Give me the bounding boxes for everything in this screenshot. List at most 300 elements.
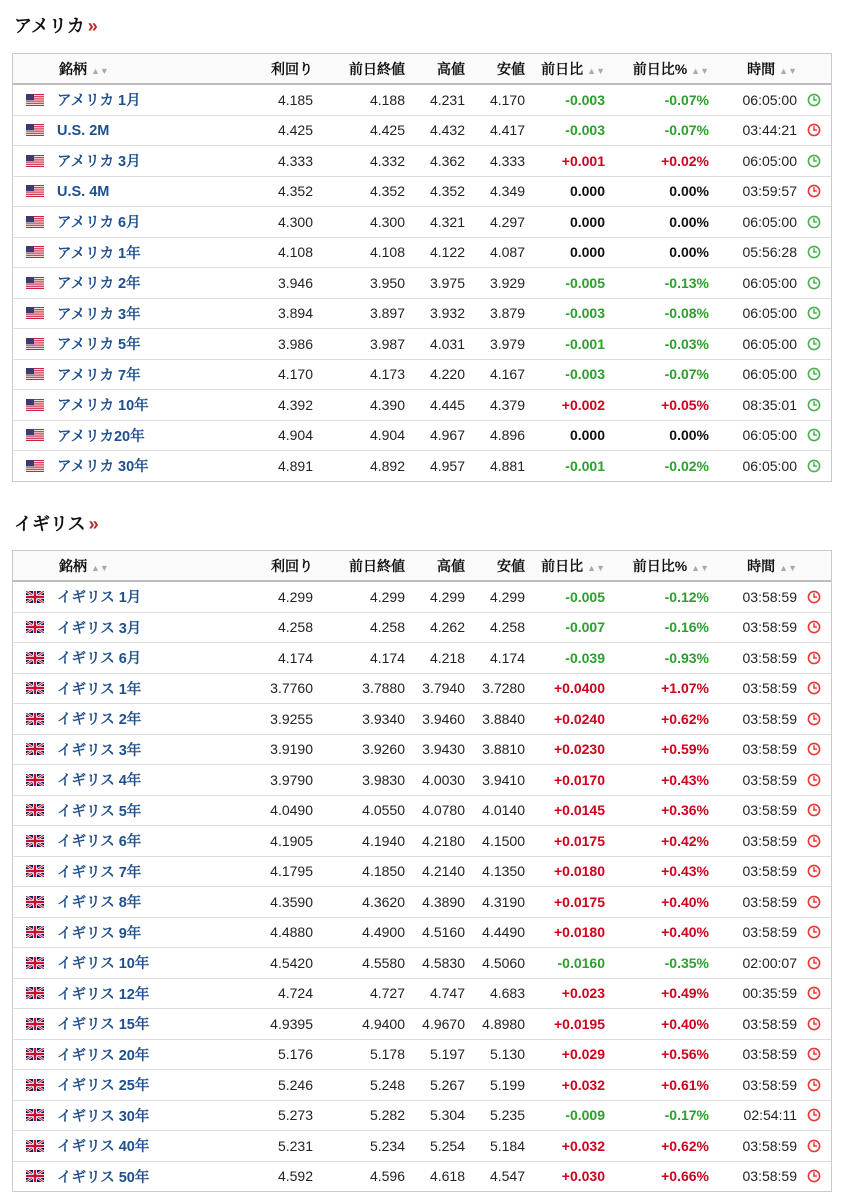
bond-name-link[interactable]: アメリカ 3年 <box>57 306 141 323</box>
change-value: 0.000 <box>569 183 605 200</box>
change-pct-value: +1.07% <box>661 680 709 697</box>
yield-value: 4.0490 <box>270 802 313 819</box>
more-arrow-icon[interactable]: » <box>88 514 99 534</box>
uk-flag-icon <box>13 591 57 603</box>
table-row <box>13 1162 831 1192</box>
time-value: 03:58:59 <box>742 741 797 758</box>
change-value: +0.032 <box>561 1076 605 1093</box>
prev-close-value: 4.108 <box>369 244 405 261</box>
us-flag-icon <box>13 246 57 258</box>
yield-value: 3.9790 <box>270 771 313 788</box>
prev-close-value: 3.9340 <box>362 710 405 727</box>
high-value: 4.9670 <box>422 1015 465 1032</box>
prev-close-value: 4.9400 <box>362 1015 405 1032</box>
prev-close-value: 4.332 <box>369 152 405 169</box>
closed-clock-icon <box>797 712 831 726</box>
change-value: -0.003 <box>565 91 605 108</box>
prev-close-value: 4.390 <box>369 396 405 413</box>
change-value: +0.002 <box>561 396 605 413</box>
change-value: 0.000 <box>569 244 605 261</box>
prev-close-value: 5.282 <box>369 1107 405 1124</box>
header-time-label: 時間 <box>747 60 776 77</box>
open-clock-icon <box>797 398 831 412</box>
time-value: 06:05:00 <box>742 274 797 291</box>
high-value: 4.352 <box>429 183 465 200</box>
high-value: 4.299 <box>429 588 465 605</box>
yield-value: 3.9255 <box>270 710 313 727</box>
yield-value: 5.176 <box>277 1046 313 1063</box>
more-arrow-icon[interactable]: » <box>87 16 98 36</box>
yield-value: 4.185 <box>277 91 313 108</box>
open-clock-icon <box>797 337 831 351</box>
yield-value: 4.174 <box>277 649 313 666</box>
high-value: 4.618 <box>429 1168 465 1185</box>
bond-name-link[interactable]: アメリカ 1年 <box>57 245 141 262</box>
table-row <box>13 613 831 644</box>
table-row <box>13 146 831 177</box>
change-value: +0.0240 <box>554 710 605 727</box>
prev-close-value: 4.596 <box>369 1168 405 1185</box>
low-value: 4.547 <box>489 1168 525 1185</box>
table-row <box>13 177 831 208</box>
high-value: 4.0030 <box>422 771 465 788</box>
time-value: 06:05:00 <box>742 457 797 474</box>
header-high[interactable] <box>405 556 465 576</box>
change-pct-value: -0.17% <box>664 1107 709 1124</box>
header-name[interactable] <box>57 59 233 79</box>
prev-close-value: 4.258 <box>369 619 405 636</box>
time-value: 06:05:00 <box>742 91 797 108</box>
prev-close-value: 4.892 <box>369 457 405 474</box>
open-clock-icon <box>797 459 831 473</box>
header-change[interactable] <box>525 556 605 576</box>
table-row <box>13 1009 831 1040</box>
bond-name-link[interactable]: U.S. 4M <box>57 183 110 200</box>
bond-name-link[interactable]: イギリス 1月 <box>57 590 142 607</box>
prev-close-value: 3.950 <box>369 274 405 291</box>
bond-name-link[interactable]: イギリス 6月 <box>57 651 142 668</box>
bond-name-link[interactable]: アメリカ20年 <box>57 428 145 445</box>
high-value: 4.445 <box>429 396 465 413</box>
bond-name-link[interactable]: アメリカ 5年 <box>57 337 141 354</box>
low-value: 3.8840 <box>482 710 525 727</box>
change-value: -0.005 <box>565 588 605 605</box>
table-row <box>13 268 831 299</box>
high-value: 3.9460 <box>422 710 465 727</box>
uk-flag-icon <box>13 682 57 694</box>
header-prev-close[interactable] <box>313 59 405 79</box>
bond-name-link[interactable]: イギリス 3年 <box>57 742 142 759</box>
prev-close-value: 5.178 <box>369 1046 405 1063</box>
change-value: +0.030 <box>561 1168 605 1185</box>
time-value: 03:58:59 <box>742 1137 797 1154</box>
change-value: +0.029 <box>561 1046 605 1063</box>
time-value: 06:05:00 <box>742 427 797 444</box>
change-pct-value: +0.61% <box>661 1076 709 1093</box>
change-pct-value: +0.40% <box>661 1015 709 1032</box>
prev-close-value: 4.173 <box>369 366 405 383</box>
change-pct-value: +0.43% <box>661 863 709 880</box>
open-clock-icon <box>797 245 831 259</box>
change-pct-value: -0.03% <box>664 335 709 352</box>
high-value: 4.2140 <box>422 863 465 880</box>
header-low[interactable] <box>465 59 525 79</box>
prev-close-value: 4.3620 <box>362 893 405 910</box>
sort-arrows-icon[interactable]: ▲▼ <box>691 65 709 76</box>
uk-flag-icon <box>13 1140 57 1152</box>
low-value: 3.929 <box>489 274 525 291</box>
low-value: 4.379 <box>489 396 525 413</box>
bond-name-link[interactable]: イギリス 20年 <box>57 1047 150 1064</box>
change-pct-value: +0.56% <box>661 1046 709 1063</box>
yield-value: 4.333 <box>277 152 313 169</box>
high-value: 4.262 <box>429 619 465 636</box>
high-value: 4.031 <box>429 335 465 352</box>
us-flag-icon <box>13 399 57 411</box>
bond-name-link[interactable]: アメリカ 30年 <box>57 459 149 476</box>
time-value: 03:58:59 <box>742 771 797 788</box>
prev-close-value: 3.9830 <box>362 771 405 788</box>
prev-close-value: 4.425 <box>369 122 405 139</box>
table-row <box>13 887 831 918</box>
closed-clock-icon <box>797 864 831 878</box>
high-value: 4.122 <box>429 244 465 261</box>
time-value: 03:58:59 <box>742 680 797 697</box>
prev-close-value: 4.300 <box>369 213 405 230</box>
bond-name-link[interactable]: イギリス 1年 <box>57 681 142 698</box>
prev-close-value: 4.188 <box>369 91 405 108</box>
time-value: 06:05:00 <box>742 335 797 352</box>
table-row <box>13 948 831 979</box>
us-flag-icon <box>13 307 57 319</box>
table-row <box>13 238 831 269</box>
table-row <box>13 85 831 116</box>
high-value: 4.220 <box>429 366 465 383</box>
prev-close-value: 5.234 <box>369 1137 405 1154</box>
open-clock-icon <box>797 154 831 168</box>
header-change[interactable] <box>525 59 605 79</box>
high-value: 3.975 <box>429 274 465 291</box>
change-value: +0.0180 <box>554 863 605 880</box>
section-title-usa[interactable] <box>14 12 98 38</box>
bond-name-link[interactable]: イギリス 12年 <box>57 986 150 1003</box>
closed-clock-icon <box>797 803 831 817</box>
table-row <box>13 451 831 481</box>
yield-value: 4.300 <box>277 213 313 230</box>
time-value: 02:54:11 <box>743 1107 797 1124</box>
uk-flag-icon <box>13 1109 57 1121</box>
sort-arrows-icon[interactable]: ▲▼ <box>691 562 709 573</box>
header-change-pct[interactable] <box>605 59 709 79</box>
low-value: 4.5060 <box>482 954 525 971</box>
change-pct-value: 0.00% <box>669 427 709 444</box>
sort-arrows-icon[interactable]: ▲▼ <box>91 562 109 573</box>
header-yield[interactable] <box>233 59 313 79</box>
change-pct-value: -0.07% <box>664 366 709 383</box>
uk-flag-icon <box>13 774 57 786</box>
bond-name-link[interactable]: アメリカ 1月 <box>57 93 141 110</box>
header-change-pct[interactable] <box>605 556 709 576</box>
header-name-label: 銘柄 <box>59 60 87 77</box>
change-pct-value: -0.12% <box>664 588 709 605</box>
header-low[interactable] <box>465 556 525 576</box>
high-value: 5.254 <box>429 1137 465 1154</box>
header-change-label: 前日比 <box>541 557 584 574</box>
change-value: +0.0230 <box>554 741 605 758</box>
low-value: 4.170 <box>489 91 525 108</box>
change-value: +0.0400 <box>554 680 605 697</box>
open-clock-icon <box>797 428 831 442</box>
us-flag-icon <box>13 460 57 472</box>
change-pct-value: 0.00% <box>669 183 709 200</box>
section-title-uk[interactable] <box>14 510 99 536</box>
uk-flag-icon <box>13 1018 57 1030</box>
table-row <box>13 857 831 888</box>
bond-name-link[interactable]: イギリス 3月 <box>57 620 142 637</box>
high-value: 4.218 <box>429 649 465 666</box>
low-value: 4.174 <box>489 649 525 666</box>
change-pct-value: -0.13% <box>664 274 709 291</box>
uk-flag-icon <box>13 713 57 725</box>
change-pct-value: +0.42% <box>661 832 709 849</box>
bond-table-uk <box>12 550 832 1192</box>
uk-flag-icon <box>13 957 57 969</box>
bond-name-link[interactable]: イギリス 2年 <box>57 712 142 729</box>
change-value: -0.001 <box>565 457 605 474</box>
section-title-text[interactable]: アメリカ <box>14 16 85 36</box>
high-value: 3.9430 <box>422 741 465 758</box>
time-value: 03:44:21 <box>742 122 797 139</box>
yield-value: 4.1905 <box>270 832 313 849</box>
yield-value: 4.258 <box>277 619 313 636</box>
time-value: 06:05:00 <box>742 305 797 322</box>
change-value: -0.039 <box>565 649 605 666</box>
sort-arrows-icon[interactable]: ▲▼ <box>587 562 605 573</box>
change-pct-value: -0.08% <box>664 305 709 322</box>
header-name[interactable] <box>57 556 233 576</box>
yield-value: 4.724 <box>277 985 313 1002</box>
change-value: +0.001 <box>561 152 605 169</box>
change-value: +0.0175 <box>554 832 605 849</box>
time-value: 00:35:59 <box>742 985 797 1002</box>
change-pct-value: +0.66% <box>661 1168 709 1185</box>
closed-clock-icon <box>797 925 831 939</box>
uk-flag-icon <box>13 987 57 999</box>
uk-flag-icon <box>13 1048 57 1060</box>
low-value: 5.235 <box>489 1107 525 1124</box>
uk-flag-icon <box>13 865 57 877</box>
us-flag-icon <box>13 185 57 197</box>
change-value: -0.007 <box>565 619 605 636</box>
header-high[interactable] <box>405 59 465 79</box>
us-flag-icon <box>13 94 57 106</box>
low-value: 4.896 <box>489 427 525 444</box>
section-title-text[interactable]: イギリス <box>14 514 86 534</box>
change-pct-value: -0.07% <box>664 122 709 139</box>
change-value: +0.032 <box>561 1137 605 1154</box>
closed-clock-icon <box>797 184 831 198</box>
header-prev-close[interactable] <box>313 556 405 576</box>
time-value: 05:56:28 <box>742 244 797 261</box>
low-value: 4.1350 <box>482 863 525 880</box>
change-pct-value: 0.00% <box>669 244 709 261</box>
low-value: 4.417 <box>489 122 525 139</box>
bond-name-link[interactable]: イギリス 25年 <box>57 1078 150 1095</box>
change-value: 0.000 <box>569 213 605 230</box>
header-change-label: 前日比 <box>541 60 584 77</box>
bond-name-link[interactable]: アメリカ 7年 <box>57 367 141 384</box>
yield-value: 4.4880 <box>270 924 313 941</box>
change-value: +0.0145 <box>554 802 605 819</box>
change-value: -0.009 <box>565 1107 605 1124</box>
high-value: 4.2180 <box>422 832 465 849</box>
yield-value: 4.299 <box>277 588 313 605</box>
change-value: 0.000 <box>569 427 605 444</box>
yield-value: 5.231 <box>277 1137 313 1154</box>
bond-name-link[interactable]: イギリス 50年 <box>57 1169 150 1186</box>
open-clock-icon <box>797 93 831 107</box>
sort-arrows-icon[interactable]: ▲▼ <box>91 65 109 76</box>
bond-name-link[interactable]: イギリス 10年 <box>57 956 150 973</box>
header-name-label: 銘柄 <box>59 557 87 574</box>
uk-flag-icon <box>13 652 57 664</box>
prev-close-value: 4.904 <box>369 427 405 444</box>
closed-clock-icon <box>797 895 831 909</box>
change-value: -0.001 <box>565 335 605 352</box>
bond-name-link[interactable]: イギリス 40年 <box>57 1139 150 1156</box>
yield-value: 4.170 <box>277 366 313 383</box>
time-value: 03:58:59 <box>742 924 797 941</box>
us-flag-icon <box>13 368 57 380</box>
closed-clock-icon <box>797 1017 831 1031</box>
change-value: -0.003 <box>565 122 605 139</box>
bond-name-link[interactable]: イギリス 15年 <box>57 1017 150 1034</box>
header-yield-label: 利回り <box>271 557 313 574</box>
table-row <box>13 704 831 735</box>
open-clock-icon <box>797 367 831 381</box>
time-value: 03:59:57 <box>742 183 797 200</box>
bond-name-link[interactable]: イギリス 9年 <box>57 925 142 942</box>
header-change-pct-label: 前日比% <box>632 557 688 574</box>
yield-value: 4.592 <box>277 1168 313 1185</box>
prev-close-value: 4.0550 <box>362 802 405 819</box>
prev-close-value: 3.987 <box>369 335 405 352</box>
high-value: 4.0780 <box>422 802 465 819</box>
time-value: 06:05:00 <box>742 213 797 230</box>
bond-name-link[interactable]: アメリカ 6月 <box>57 215 141 232</box>
closed-clock-icon <box>797 1139 831 1153</box>
high-value: 4.231 <box>429 91 465 108</box>
bond-name-link[interactable]: イギリス 30年 <box>57 1108 150 1125</box>
change-pct-value: -0.93% <box>664 649 709 666</box>
bond-table-usa <box>12 53 832 482</box>
table-row <box>13 1101 831 1132</box>
uk-flag-icon <box>13 1079 57 1091</box>
high-value: 4.5830 <box>422 954 465 971</box>
high-value: 4.432 <box>429 122 465 139</box>
low-value: 4.3190 <box>482 893 525 910</box>
sort-arrows-icon[interactable]: ▲▼ <box>587 65 605 76</box>
table-row <box>13 421 831 452</box>
bond-name-link[interactable]: イギリス 4年 <box>57 773 142 790</box>
us-flag-icon <box>13 277 57 289</box>
closed-clock-icon <box>797 986 831 1000</box>
change-value: -0.0160 <box>557 954 605 971</box>
closed-clock-icon <box>797 1047 831 1061</box>
sort-arrows-icon[interactable]: ▲▼ <box>779 562 797 573</box>
bond-name-link[interactable]: アメリカ 10年 <box>57 398 149 415</box>
yield-value: 3.7760 <box>270 680 313 697</box>
closed-clock-icon <box>797 956 831 970</box>
low-value: 4.8980 <box>482 1015 525 1032</box>
bond-name-link[interactable]: イギリス 6年 <box>57 834 142 851</box>
yield-value: 4.9395 <box>270 1015 313 1032</box>
bond-name-link[interactable]: イギリス 7年 <box>57 864 142 881</box>
high-value: 3.7940 <box>422 680 465 697</box>
high-value: 4.957 <box>429 457 465 474</box>
bond-name-link[interactable]: イギリス 5年 <box>57 803 142 820</box>
bond-name-link[interactable]: U.S. 2M <box>57 122 110 139</box>
header-high-label: 高値 <box>437 60 465 77</box>
closed-clock-icon <box>797 620 831 634</box>
time-value: 03:58:59 <box>742 619 797 636</box>
low-value: 4.333 <box>489 152 525 169</box>
closed-clock-icon <box>797 1169 831 1183</box>
header-yield[interactable] <box>233 556 313 576</box>
bond-name-link[interactable]: イギリス 8年 <box>57 895 142 912</box>
bond-name-link[interactable]: アメリカ 2年 <box>57 276 141 293</box>
yield-value: 4.891 <box>277 457 313 474</box>
high-value: 4.747 <box>429 985 465 1002</box>
prev-close-value: 3.7880 <box>362 680 405 697</box>
header-yield-label: 利回り <box>271 60 313 77</box>
closed-clock-icon <box>797 742 831 756</box>
prev-close-value: 4.1940 <box>362 832 405 849</box>
low-value: 4.1500 <box>482 832 525 849</box>
change-pct-value: -0.07% <box>664 91 709 108</box>
bond-name-link[interactable]: アメリカ 3月 <box>57 154 141 171</box>
table-row <box>13 207 831 238</box>
time-value: 06:05:00 <box>742 152 797 169</box>
change-pct-value: -0.02% <box>664 457 709 474</box>
table-row <box>13 360 831 391</box>
uk-flag-icon <box>13 926 57 938</box>
us-flag-icon <box>13 124 57 136</box>
us-flag-icon <box>13 338 57 350</box>
open-clock-icon <box>797 276 831 290</box>
header-time[interactable] <box>709 59 797 79</box>
change-value: +0.0170 <box>554 771 605 788</box>
prev-close-value: 4.174 <box>369 649 405 666</box>
time-value: 06:05:00 <box>742 366 797 383</box>
yield-value: 4.425 <box>277 122 313 139</box>
table-row <box>13 765 831 796</box>
header-change-pct-label: 前日比% <box>632 60 688 77</box>
change-value: +0.023 <box>561 985 605 1002</box>
high-value: 5.304 <box>429 1107 465 1124</box>
time-value: 03:58:59 <box>742 802 797 819</box>
uk-flag-icon <box>13 804 57 816</box>
header-time[interactable] <box>709 556 797 576</box>
header-prev-close-label: 前日終値 <box>349 60 405 77</box>
table-row <box>13 918 831 949</box>
yield-value: 5.246 <box>277 1076 313 1093</box>
low-value: 4.299 <box>489 588 525 605</box>
time-value: 03:58:59 <box>742 832 797 849</box>
table-row <box>13 735 831 766</box>
yield-value: 4.904 <box>277 427 313 444</box>
sort-arrows-icon[interactable]: ▲▼ <box>779 65 797 76</box>
